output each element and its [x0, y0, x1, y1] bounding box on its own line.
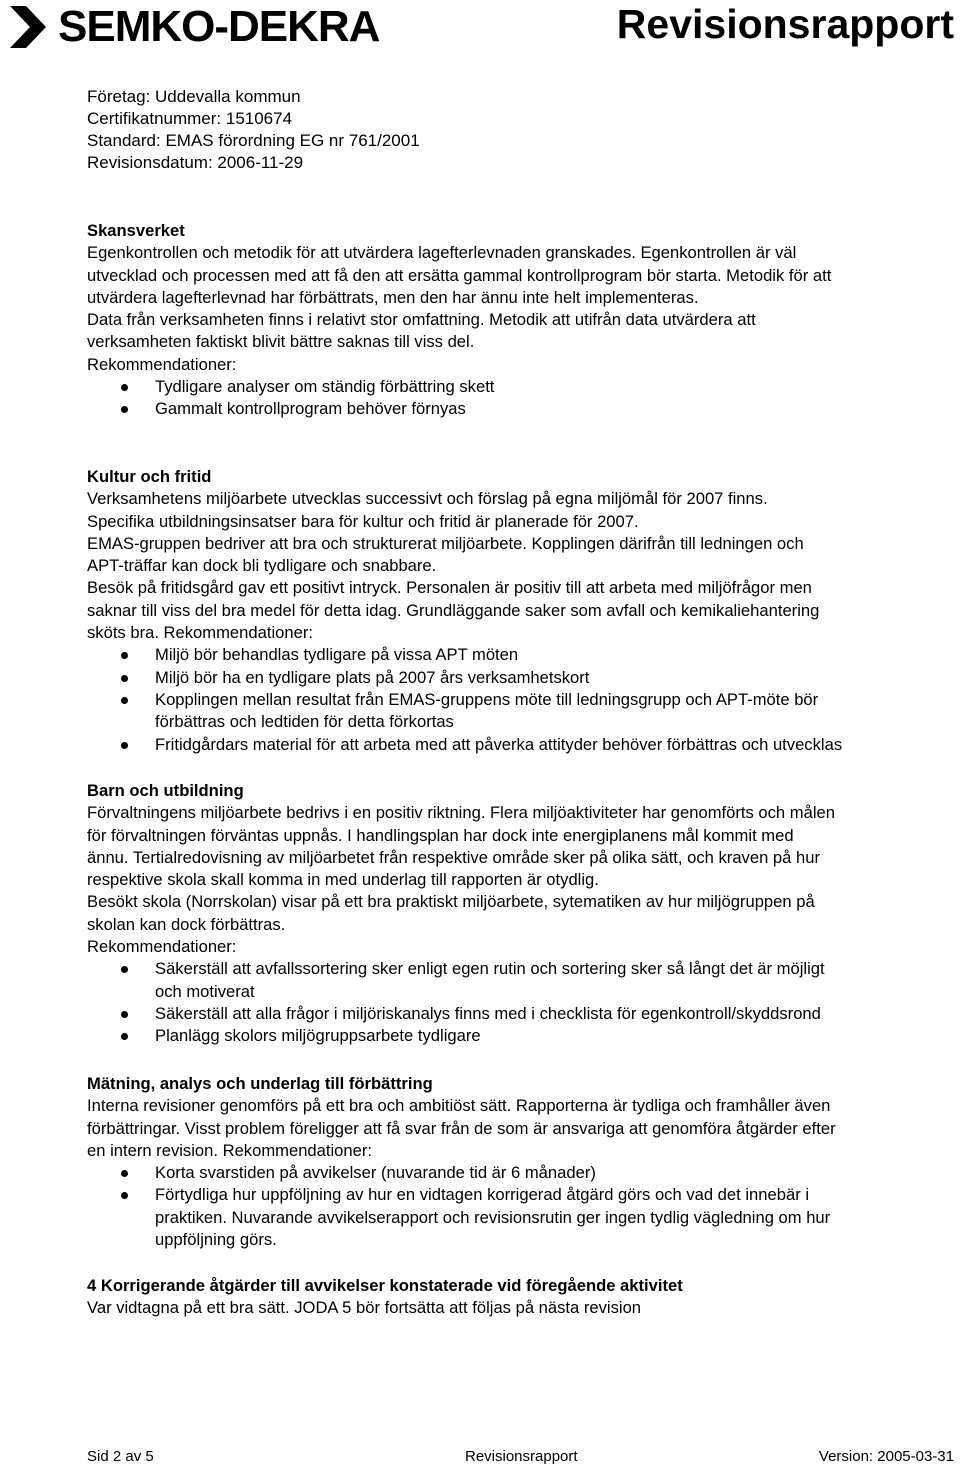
text-line: skolan kan dock förbättras.: [87, 914, 286, 934]
section-skansverket: [87, 220, 953, 421]
text-line: Verksamhetens miljöarbete utvecklas successivt och förslag på egna miljömål för 2007 finns.: [87, 489, 768, 509]
text-line: ännu. Tertialredovisning av miljöarbetet från respektive område sker på olika sätt, och kraven på hur: [87, 847, 820, 867]
bullet-icon: [121, 652, 128, 659]
text-line: Rekommendationer:: [87, 937, 237, 957]
report-title: Revisionsrapport: [616, 1, 954, 47]
bullet-icon: [121, 1011, 128, 1018]
page-footer: [0, 1448, 960, 1466]
company-logo: [8, 2, 379, 52]
text-line: Data från verksamheten finns i relativt stor omfattning. Metodik att utifrån data utvärdera att: [87, 310, 756, 330]
text-line: förbättringar. Visst problem föreligger att få svar från de som är ansvariga att genomföra åtgärder efter: [87, 1118, 836, 1138]
list-item-text: förbättras och ledtiden för detta förkortas: [155, 712, 454, 732]
text-line: Egenkontrollen och metodik för att utvärdera lagefterlevnaden granskades. Egenkontrollen är väl: [87, 243, 797, 263]
section-kultur-och-fritid: [87, 466, 953, 756]
bullet-icon: [121, 675, 128, 682]
list-item-text: Säkerställ att alla frågor i miljöriskanalys finns med i checklista för egenkontroll/skyddsrond: [155, 1003, 821, 1023]
section-heading: Mätning, analys och underlag till förbättring: [87, 1074, 433, 1093]
text-line: sköts bra. Rekommendationer:: [87, 623, 313, 643]
list-item: [87, 1184, 953, 1206]
footer-doc-title: Revisionsrapport: [465, 1448, 578, 1465]
page-number: Sid 2 av 5: [87, 1448, 154, 1465]
list-item: [87, 398, 953, 420]
list-item: [87, 734, 953, 756]
section-matning-analys: [87, 1073, 953, 1251]
recommendation-list: [87, 1162, 953, 1251]
section-heading: Skansverket: [87, 221, 185, 240]
footer-version: Version: 2005-03-31: [818, 1448, 954, 1465]
list-item: [87, 1162, 953, 1184]
list-item-text: Tydligare analyser om ständig förbättring skett: [155, 377, 495, 397]
recommendation-list: [87, 644, 953, 755]
logo-text: SEMKO-DEKRA: [58, 2, 380, 51]
text-line: en intern revision. Rekommendationer:: [87, 1140, 373, 1160]
list-item: [87, 1025, 953, 1047]
text-line: för förvaltningen förväntas uppnås. I handlingsplan har dock inte energiplanens mål kommit med: [87, 825, 794, 845]
recommendation-list: [87, 958, 953, 1047]
list-item: [87, 644, 953, 666]
bullet-icon: [121, 742, 128, 749]
list-item: [87, 376, 953, 398]
list-item: [87, 1003, 953, 1025]
bullet-icon: [121, 1170, 128, 1177]
list-item-text: Förtydliga hur uppföljning av hur en vidtagen korrigerad åtgärd görs och vad det innebär i: [155, 1185, 810, 1205]
section-korrigerande-atgarder: [87, 1275, 953, 1320]
page-header: [0, 0, 960, 60]
list-item-text: Säkerställ att avfallssortering sker enligt egen rutin och sortering sker så långt det är möjligt: [155, 959, 825, 979]
text-line: APT-träffar kan dock bli tydligare och snabbare.: [87, 556, 437, 576]
bullet-icon: [121, 406, 128, 413]
list-item-text: Korta svarstiden på avvikelser (nuvarande tid är 6 månader): [155, 1163, 596, 1183]
list-item-continuation: [87, 1207, 953, 1229]
text-line: utvecklad och processen med att få den att ersätta gammal kontrollprogram bör starta. Metodik för att: [87, 265, 832, 285]
bullet-icon: [121, 1033, 128, 1040]
text-line: Rekommendationer:: [87, 354, 237, 374]
list-item-text: Gammalt kontrollprogram behöver förnyas: [155, 399, 466, 419]
section-barn-och-utbildning: [87, 780, 953, 1048]
text-line: Specifika utbildningsinsatser bara för kultur och fritid är planerade för 2007.: [87, 511, 639, 531]
section-heading: 4 Korrigerande åtgärder till avvikelser konstaterade vid föregående aktivitet: [87, 1276, 683, 1295]
document-meta: [87, 86, 953, 174]
section-heading: Kultur och fritid: [87, 467, 212, 486]
list-item-text: Kopplingen mellan resultat från EMAS-gruppens möte till ledningsgrupp och APT-möte bör: [155, 689, 819, 709]
meta-certificate: Certifikatnummer: 1510674: [87, 109, 293, 128]
semko-dekra-logo-icon: [8, 4, 52, 50]
text-line: Förvaltningens miljöarbete bedrivs i en positiv riktning. Flera miljöaktiviteter har genomförts och målen: [87, 803, 835, 823]
text-line: EMAS-gruppen bedriver att bra och strukturerat miljöarbete. Kopplingen därifrån till ledningen och: [87, 533, 804, 553]
list-item-text: Miljö bör behandlas tydligare på vissa APT möten: [155, 645, 519, 665]
list-item: [87, 958, 953, 980]
bullet-icon: [121, 384, 128, 391]
list-item-text: Fritidgårdars material för att arbeta med att påverka attityder behöver förbättras och utvecklas: [155, 734, 843, 754]
text-line: saknar till viss del bra medel för detta idag. Grundläggande saker som avfall och kemikaliehantering: [87, 600, 820, 620]
bullet-icon: [121, 966, 128, 973]
recommendation-list: [87, 376, 953, 421]
list-item-text: Miljö bör ha en tydligare plats på 2007 års verksamhetskort: [155, 667, 590, 687]
list-item-continuation: [87, 981, 953, 1003]
section-heading: Barn och utbildning: [87, 781, 244, 800]
list-item-text: Planlägg skolors miljögruppsarbete tydligare: [155, 1026, 481, 1046]
meta-company: Företag: Uddevalla kommun: [87, 87, 301, 106]
text-line: Besökt skola (Norrskolan) visar på ett bra praktiskt miljöarbete, sytematiken av hur miljögruppen på: [87, 892, 815, 912]
bullet-icon: [121, 697, 128, 704]
text-line: utvärdera lagefterlevnad har förbättrats, men den har ännu inte helt implementeras.: [87, 287, 699, 307]
text-line: Interna revisioner genomförs på ett bra och ambitiöst sätt. Rapporterna är tydliga och framhåller även: [87, 1096, 831, 1116]
list-item: [87, 689, 953, 711]
list-item-text: och motiverat: [155, 981, 255, 1001]
list-item-text: praktiken. Nuvarande avvikelserapport och revisionsrutin ger ingen tydlig vägledning om hur: [155, 1207, 831, 1227]
text-line: respektive skola skall komma in med underlag till rapporten är otydlig.: [87, 870, 599, 890]
meta-date: Revisionsdatum: 2006-11-29: [87, 153, 304, 172]
list-item-continuation: [87, 711, 953, 733]
text-line: verksamheten faktiskt blivit bättre saknas till viss del.: [87, 332, 475, 352]
list-item-text: uppföljning görs.: [155, 1230, 277, 1250]
text-line: Var vidtagna på ett bra sätt. JODA 5 bör fortsätta att följas på nästa revision: [87, 1298, 642, 1318]
meta-standard: Standard: EMAS förordning EG nr 761/2001: [87, 131, 420, 150]
list-item-continuation: [87, 1229, 953, 1251]
text-line: Besök på fritidsgård gav ett positivt intryck. Personalen är positiv till att arbeta med miljöfrågor men: [87, 578, 812, 598]
bullet-icon: [121, 1192, 128, 1199]
list-item: [87, 667, 953, 689]
